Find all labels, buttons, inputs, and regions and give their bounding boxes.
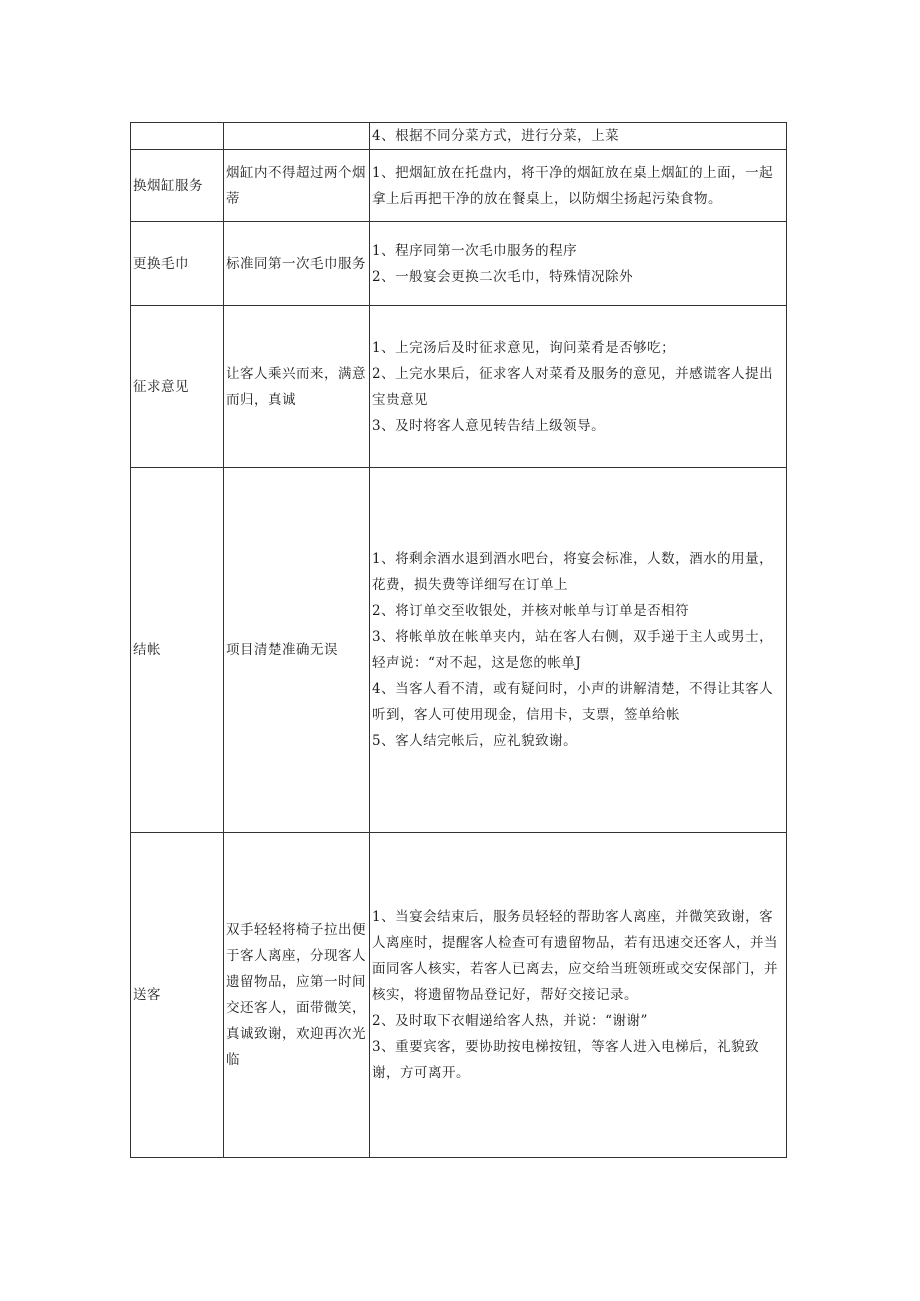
standard-cell: 让客人乘兴而来，满意而归，真诚 — [224, 306, 370, 468]
steps-cell — [370, 222, 787, 306]
item-cell: 送客 — [131, 833, 224, 1158]
table-row — [131, 306, 787, 468]
table-row — [131, 150, 787, 222]
table-row — [131, 468, 787, 833]
step-line: 1、当宴会结束后，服务员轻轻的帮助客人离座，并微笑致谢，客人离座时，提醒客人检查可有遗留物品，若有迅速交还客人，并当面同客人核实，若客人已离去，应交给当班领班或交安保部门，并核实，将遗留物品登记好，帮好交接记录。 — [372, 909, 778, 1003]
step-line: 2、上完水果后，征求客人对菜肴及服务的意见，并感谎客人提出宝贵意见 — [372, 365, 774, 408]
standard-cell: 标准同第一次毛巾服务 — [224, 222, 370, 306]
standard-cell: 烟缸内不得超过两个烟蒂 — [224, 150, 370, 222]
steps-cell — [370, 468, 787, 833]
step-line: 3、将帐单放在帐单夹内，站在客人右侧，双手递于主人或男士，轻声说：“对不起，这是您的帐单J — [372, 629, 774, 671]
step-line: 2、一般宴会更换二次毛巾，特殊情况除外 — [372, 268, 634, 285]
table-row — [131, 833, 787, 1158]
item-cell: 更换毛巾 — [131, 222, 224, 306]
steps-cell — [370, 833, 787, 1158]
service-procedure-table — [130, 122, 787, 1158]
step-line: 1、程序同第一次毛巾服务的程序 — [372, 242, 578, 259]
steps-cell — [370, 150, 787, 222]
step-line: 5、客人结完帐后，应礼貌致谢。 — [372, 733, 578, 749]
step-line: 3、及时将客人意见转告结上级领导。 — [372, 417, 606, 434]
steps-cell — [370, 306, 787, 468]
table-row — [131, 222, 787, 306]
step-line: 3、重要宾客，要协助按电梯按钮，等客人进入电梯后，礼貌致谢，方可离开。 — [372, 1039, 760, 1081]
steps-cell — [370, 123, 787, 150]
item-cell: 结帐 — [131, 468, 224, 833]
item-cell: 换烟缸服务 — [131, 150, 224, 222]
standard-cell: 双手轻轻将椅子拉出便于客人离座，分现客人遗留物品，应第一时间交还客人，面带微笑，真诚致谢，欢迎再次光临 — [224, 833, 370, 1158]
standard-cell — [224, 123, 370, 150]
step-line: 4、当客人看不清，或有疑问时，小声的讲解清楚，不得让其客人听到，客人可使用现金，信用卡，支票，签单给帐 — [372, 681, 774, 723]
step-line: 2、将订单交至收银处，并核对帐单与订单是否相符 — [372, 603, 690, 619]
table-row — [131, 123, 787, 150]
item-cell — [131, 123, 224, 150]
standard-cell: 项目清楚准确无误 — [224, 468, 370, 833]
item-cell: 征求意见 — [131, 306, 224, 468]
step-line: 4、根据不同分菜方式，进行分菜，上菜 — [372, 128, 620, 144]
step-line: 2、及时取下衣帽递给客人热，并说：“谢谢” — [372, 1013, 648, 1029]
step-line: 1、把烟缸放在托盘内，将干净的烟缸放在桌上烟缸的上面，一起拿上后再把干净的放在餐桌上，以防烟尘扬起污染食物。 — [372, 164, 774, 207]
step-line: 1、将剩余酒水退到酒水吧台，将宴会标准，人数，酒水的用量，花费，损失费等详细写在订单上 — [372, 551, 774, 593]
step-line: 1、上完汤后及时征求意见，询问菜肴是否够吃； — [372, 339, 676, 356]
